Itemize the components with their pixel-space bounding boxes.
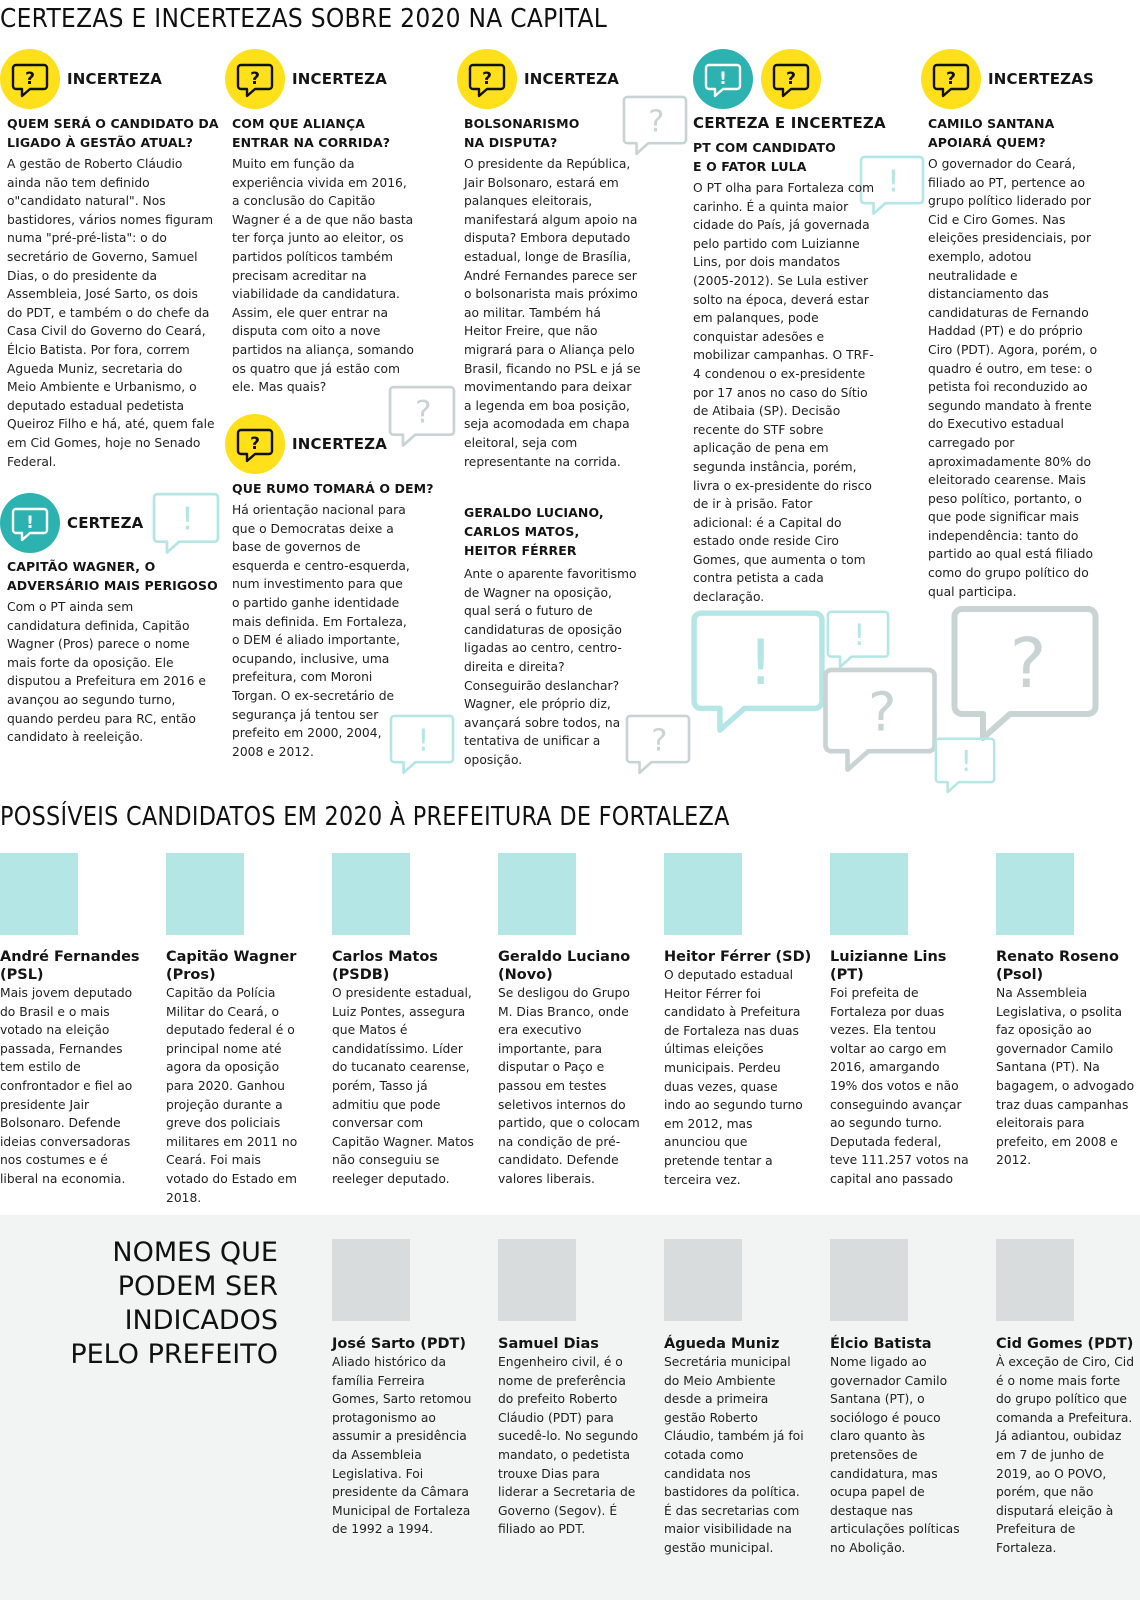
indicado-photo bbox=[830, 1239, 908, 1321]
item-question: PT COM CANDIDATO E O FATOR LULA bbox=[693, 140, 836, 174]
candidate-desc: O presidente estadual, Luiz Pontes, assegura que Matos é candidatíssimo. Líder do tucanato cearense, porém, Tasso já admitiu que pode conversar com Capitão Wagner. Matos não conseguiu se reeleger deputado. bbox=[332, 986, 474, 1186]
indicado-photo bbox=[664, 1239, 742, 1321]
item-question: CAPITÃO WAGNER, O ADVERSÁRIO MAIS PERIGOSO bbox=[7, 559, 218, 593]
incerteza-header: INCERTEZA bbox=[225, 49, 387, 109]
indicado-card bbox=[498, 1335, 658, 1539]
candidate-desc: Capitão da Polícia Militar do Ceará, o deputado federal é o principal nome até agora da oposição para 2020. Ganhou projeção durante a greve dos policiais militares em 2011 no Ceará. Foi mais votado do Estado em 2018. bbox=[166, 986, 298, 1205]
candidate-card bbox=[996, 948, 1136, 1170]
candidate-name: Luizianne Lins (PT) bbox=[830, 949, 947, 983]
incertezas-header: INCERTEZAS bbox=[921, 49, 1094, 109]
item-col4 bbox=[693, 114, 893, 607]
item-question: BOLSONARISMO NA DISPUTA? bbox=[464, 116, 580, 150]
item-col1a bbox=[7, 114, 225, 471]
incerteza-header: INCERTEZA bbox=[457, 49, 619, 109]
item-text: O governador do Ceará, filiado ao PT, pertence ao grupo político liderado por Cid e Ciro Gomes. Nas eleições presidenciais, por exemplo, adotou neutralidade e distanciamento das candidaturas de Fernando Haddad (PT) e do próprio Ciro (PDT). Agora, porém, o quadro é outro, em tese: o petista foi reconduzido ao segundo mandato à frente do Executivo estadual carregado por aproximadamente 80% do eleitorado cearense. Mais peso político, portanto, o que pode significar mais independência: tanto do partido ao qual está filiado como do grupo político do qual participa. bbox=[928, 157, 1098, 599]
item-col2b bbox=[232, 479, 450, 761]
item-question: QUE RUMO TOMARÁ O DEM? bbox=[232, 481, 434, 496]
indicado-photo bbox=[498, 1239, 576, 1321]
candidate-desc: Na Assembleia Legislativa, o psolita faz oposição ao governador Camilo Santana (PT). Na bagagem, o advogado traz duas campanhas eleitorais para prefeito, em 2008 e 2012. bbox=[996, 986, 1135, 1168]
section-title: POSSÍVEIS CANDIDATOS EM 2020 À PREFEITURA DE FORTALEZA bbox=[0, 802, 730, 832]
candidate-desc: Mais jovem deputado do Brasil e o mais votado na eleição passada, Fernandes tem estilo de confrontador e fiel ao presidente Jair Bolsonaro. Defende ideias conversadoras nos costumes e é liberal na economia. bbox=[0, 986, 133, 1186]
candidate-photo bbox=[664, 853, 742, 935]
question-bubble-icon bbox=[950, 600, 1100, 750]
indicado-name: Élcio Batista bbox=[830, 1336, 932, 1352]
indicado-card bbox=[664, 1335, 824, 1558]
item-question: QUEM SERÁ O CANDIDATO DA LIGADO À GESTÃO ATUAL? bbox=[7, 116, 219, 150]
item-question: CAMILO SANTANA APOIARÁ QUEM? bbox=[928, 116, 1055, 150]
candidate-photo bbox=[166, 853, 244, 935]
item-col2a bbox=[232, 114, 450, 397]
item-text: O PT olha para Fortaleza com carinho. É a quinta maior cidade do País, já governada pelo partido com Luizianne Lins, por dois mandatos (2005-2012). Se Lula estiver solto na época, deverá estar em palanques, pode conquistar adesões e mobilizar campanhas. O TRF-4 condenou o ex-presidente por 17 anos no caso do Sítio de Atibaia (SP). Decisão recente do STF sobre aplicação de pena em segunda instância, porém, livra o ex-presidente do risco de ir à prisão. Fator adicional: é a Capital do estado onde reside Ciro Gomes, que aumenta o tom contra petista a cada declaração. bbox=[693, 181, 875, 605]
indicado-card bbox=[830, 1335, 990, 1558]
question-bubble-icon bbox=[822, 663, 938, 779]
exclamation-bubble-icon bbox=[690, 605, 826, 741]
incerteza-header: INCERTEZA bbox=[225, 414, 387, 474]
indicado-desc: Secretária municipal do Meio Ambiente desde a primeira gestão Roberto Cláudio, também já foi cotada como candidata nos bastidores da política. É das secretarias com maior visibilidade na gestão municipal. bbox=[664, 1355, 804, 1555]
question-icon bbox=[0, 49, 60, 109]
indicado-desc: Engenheiro civil, é o nome de preferência do prefeito Roberto Cláudio (PDT) para sucedê-lo. No segundo mandato, o pedetista trouxe Dias para liderar a Secretaria de Governo (Segov). É filiado ao PDT. bbox=[498, 1355, 639, 1537]
candidate-name: André Fernandes (PSL) bbox=[0, 949, 140, 983]
indicado-desc: Aliado histórico da família Ferreira Gomes, Sarto retomou protagonismo ao assumir a presidência da Assembleia Legislativa. Foi presidente da Câmara Municipal de Fortaleza de 1992 a 1994. bbox=[332, 1355, 472, 1537]
candidate-photo bbox=[996, 853, 1074, 935]
indicado-desc: À exceção de Ciro, Cid é o nome mais forte do grupo político que comanda a Prefeitura. Já adiantou, oubidaz em 7 de junho de 2019, ao O POVO, porém, que não disputará eleição à Prefeitura de Fortaleza. bbox=[996, 1355, 1135, 1555]
candidate-photo bbox=[498, 853, 576, 935]
indicado-photo bbox=[996, 1239, 1074, 1321]
question-icon bbox=[457, 49, 517, 109]
exclamation-icon bbox=[0, 493, 60, 553]
indicado-card bbox=[996, 1335, 1136, 1558]
candidate-name: Renato Roseno (Psol) bbox=[996, 949, 1119, 983]
question-icon bbox=[761, 49, 821, 109]
item-col5 bbox=[928, 114, 1140, 601]
item-col1b bbox=[7, 557, 225, 747]
item-text: Com o PT ainda sem candidatura definida, Capitão Wagner (Pros) parece o nome mais forte da oposição. Ele disputou a Prefeitura em 2016 e avançou ao segundo turno, quando perdeu para RC, então candidato à reeleição. bbox=[7, 600, 206, 745]
candidate-desc: Foi prefeita de Fortaleza por duas vezes. Ela tentou voltar ao cargo em 2016, amargando 19% dos votos e não conseguindo avançar ao segundo turno. Deputada federal, teve 111.257 votos na capital ano passado bbox=[830, 986, 969, 1186]
item-question: GERALDO LUCIANO, CARLOS MATOS, HEITOR FÉRRER bbox=[464, 505, 604, 558]
question-icon bbox=[225, 414, 285, 474]
indicado-name: Águeda Muniz bbox=[664, 1336, 780, 1352]
candidate-card bbox=[0, 948, 160, 1189]
item-col3a bbox=[464, 114, 682, 471]
candidate-desc: O deputado estadual Heitor Férrer foi candidato à Prefeitura de Fortaleza nas duas últimas eleições municipais. Perdeu duas vezes, quase indo ao segundo turno em 2012, mas anunciou que pretende tentar a terceira vez. bbox=[664, 968, 803, 1187]
candidate-name: Carlos Matos (PSDB) bbox=[332, 949, 438, 983]
indicados-title: NOMES QUE PODEM SER INDICADOS PELO PREFEITO bbox=[70, 1237, 278, 1370]
candidate-card bbox=[664, 948, 824, 1189]
item-text: Há orientação nacional para que o Democratas deixe a base de governos de esquerda e centro-esquerda, num investimento para que o partido ganhe identidade mais definida. Em Fortaleza, o DEM é aliado importante, ocupando, inclusive, uma prefeitura, com Moroni Torgan. O ex-secretário de segurança já tentou ser prefeito em 2000, 2004, 2008 e 2012. bbox=[232, 503, 410, 759]
candidate-desc: Se desligou do Grupo M. Dias Branco, onde era executivo importante, para disputar o Paço e passou em testes seletivos internos do partido, que o colocam na condição de pré-candidato. Defende valores liberais. bbox=[498, 986, 640, 1186]
exclamation-bubble-icon bbox=[152, 490, 220, 558]
item-text: O presidente da República, Jair Bolsonaro, estará em palanques eleitorais, manifestará algum apoio na disputa? Embora deputado estadual, longe de Brasília, André Fernandes parece ser o bolsonarista mais próximo ao militar. Também há Heitor Freire, que não migrará para o Aliança pelo Brasil, ficando no PSL e já se movimentando para deixar a legenda em boa posição, seja acomodada em chapa eleitoral, seja com representante na corrida. bbox=[464, 157, 641, 469]
certeza-header: CERTEZA bbox=[0, 493, 144, 553]
candidate-card bbox=[830, 948, 990, 1189]
item-label: CERTEZA E INCERTEZA bbox=[693, 114, 886, 132]
page-title: CERTEZAS E INCERTEZAS SOBRE 2020 NA CAPITAL bbox=[0, 4, 608, 34]
item-question: COM QUE ALIANÇA ENTRAR NA CORRIDA? bbox=[232, 116, 391, 150]
indicado-name: Cid Gomes (PDT) bbox=[996, 1336, 1134, 1352]
item-text: A gestão de Roberto Cláudio ainda não tem definido o"candidato natural". Nos bastidores, vários nomes figuram numa "pré-pré-lista": o do secretário de Governo, Samuel Dias, o do presidente da Assembleia, José Sarto, os dois do PDT, e também o do chefe da Casa Civil do Governo do Ceará, Élcio Batista. Por fora, correm Agueda Muniz, secretaria do Meio Ambiente e Urbanismo, o deputado estadual pedetista Queiroz Filho e há, até, quem fale em Cid Gomes, hoje no Senado Federal. bbox=[7, 157, 215, 469]
indicado-photo bbox=[332, 1239, 410, 1321]
candidate-name: Capitão Wagner (Pros) bbox=[166, 949, 297, 983]
indicado-desc: Nome ligado ao governador Camilo Santana (PT), o sociólogo é pouco claro quanto às pretensões de candidatura, mas ocupa papel de destaque nas articulações políticas no Abolição. bbox=[830, 1355, 960, 1555]
item-text: Ante o aparente favoritismo de Wagner na oposição, qual será o futuro de candidaturas de oposição ligadas ao centro, centro-direita e direita? Conseguirão deslanchar? Wagner, ele próprio diz, avançará sobre todos, na tentativa de unificar a oposição. bbox=[464, 567, 637, 767]
item-col3b bbox=[464, 503, 682, 770]
candidate-name: Heitor Férrer (SD) bbox=[664, 949, 812, 965]
candidate-card bbox=[166, 948, 326, 1207]
certeza-incerteza-header bbox=[693, 49, 821, 109]
candidate-photo bbox=[0, 853, 78, 935]
candidate-name: Geraldo Luciano (Novo) bbox=[498, 949, 631, 983]
exclamation-icon bbox=[693, 49, 753, 109]
item-text: Muito em função da experiência vivida em 2016, a conclusão do Capitão Wagner é a de que não basta ter força junto ao eleitor, os partidos políticos também precisam acreditar na viabilidade da candidatura. Assim, ele quer entrar na disputa com oito a nove partidos na aliança, somando os quatro que já estão com ele. Mas quais? bbox=[232, 157, 414, 395]
exclamation-bubble-icon bbox=[934, 735, 996, 797]
candidate-photo bbox=[332, 853, 410, 935]
candidate-card bbox=[332, 948, 492, 1189]
candidate-photo bbox=[830, 853, 908, 935]
indicado-name: José Sarto (PDT) bbox=[332, 1336, 466, 1352]
incerteza-header: INCERTEZA bbox=[0, 49, 162, 109]
question-icon bbox=[921, 49, 981, 109]
question-icon bbox=[225, 49, 285, 109]
indicado-name: Samuel Dias bbox=[498, 1336, 599, 1352]
candidate-card bbox=[498, 948, 658, 1189]
indicado-card bbox=[332, 1335, 492, 1539]
